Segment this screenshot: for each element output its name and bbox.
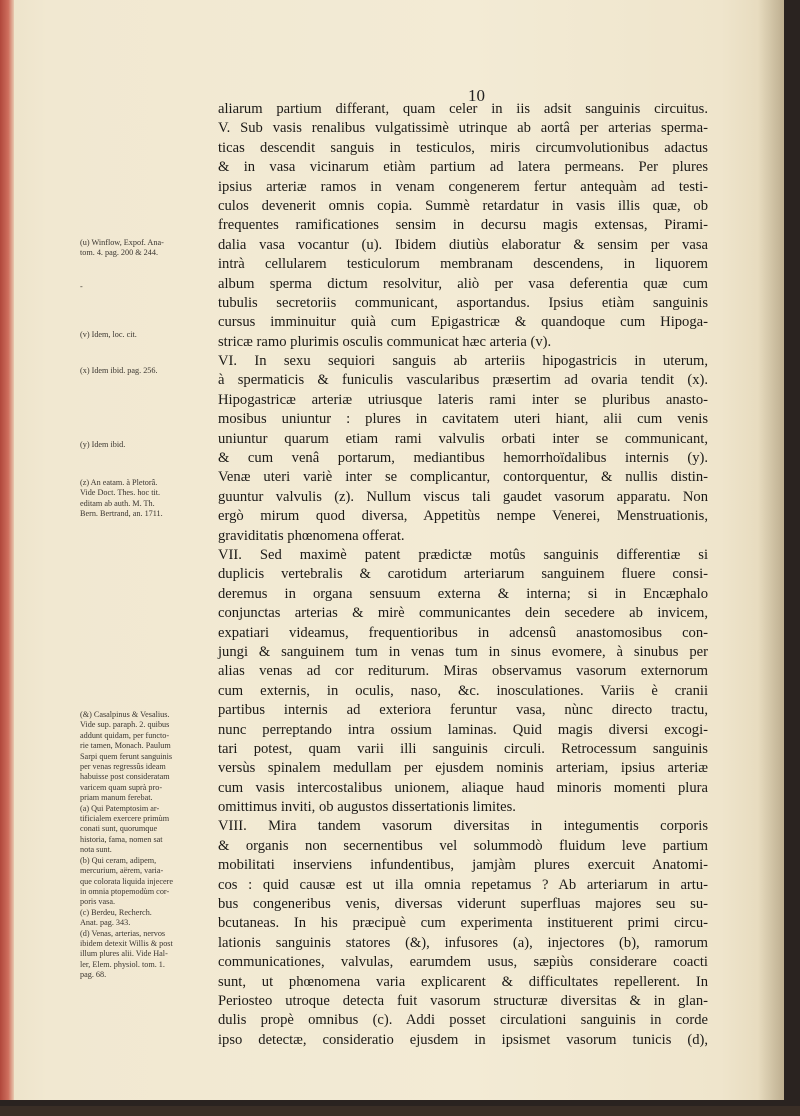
margin-note-line: in omnia ptopemodùm cor-	[80, 886, 170, 896]
margin-note-line: Anat. pag. 343.	[80, 918, 131, 928]
text-line: deremus in organa sensuum externa & interna; si in Encæphalo	[218, 585, 708, 602]
text-line: jungi & sanguinem tum in venas tum in sinus evomere, à sinubus per	[218, 643, 708, 660]
text-line: mosibus uniuntur : plures in cavitatem uteri hiant, alii cum venis	[218, 411, 708, 428]
text-line: bcutaneas. In his præcipuè cum experimenta instituerent primi circu-	[218, 915, 708, 932]
margin-note-line: rie tamen, Monach. Paulum	[80, 741, 171, 751]
text-line: & in vasa vicinarum etiàm partium ad latera permeans. Per plures	[218, 159, 708, 176]
margin-note-line: (x) Idem ibid. pag. 256.	[80, 366, 158, 375]
text-line: cum vasis intercostalibus unionem, aliaque haud minoris momenti plura	[218, 779, 708, 796]
text-line: Venæ uteri variè inter se complicantur, contorquentur, & nullis distin-	[218, 469, 708, 486]
margin-note-line: (u) Winflow, Expof. Ana-	[80, 238, 164, 247]
margin-note-line: (d) Venas, arterias, nervos	[80, 928, 166, 938]
text-line: cos : quid causæ est ut illa omnia repetamus ? Ab arteriarum in artu-	[218, 876, 708, 893]
page-edge-strip	[0, 0, 14, 1100]
text-line: frequentes ramificationes sensim in decursu magis extensas, Pirami-	[218, 217, 708, 234]
margin-note-line: (&) Casalpinus & Vesalius.	[80, 710, 170, 719]
margin-note	[80, 440, 210, 450]
text-line: VII. Sed maximè patent prædictæ motûs sanguinis differentiæ si	[218, 546, 708, 563]
text-line: intrà cellularem testiculorum membranam descendens, in liquorem	[218, 256, 708, 273]
margin-note-line: addunt quidam, per functo-	[80, 730, 170, 740]
text-line: album sperma dictum resolvitur, aliò per vasa deferentia quæ cum	[218, 275, 708, 292]
text-line: Periosteo utroque detecta fuit vasorum structuræ diversitas & in glan-	[218, 992, 708, 1009]
text-line: uniuntur quarum etiam rami valvulis orbati inter se communicant,	[218, 430, 708, 447]
margin-note-line: (b) Qui ceram, adipem,	[80, 855, 157, 865]
margin-note-line: illum plures alii. Vide Hal-	[80, 949, 168, 959]
text-line: mobilitati inserviens infundentibus, jamjàm plures exercuit Anatomi-	[218, 857, 708, 874]
text-line: dulis propè omnibus (c). Addi posset circulationi sanguinis in corde	[218, 1012, 708, 1029]
text-line: ipso detectæ, consideratio ejusdem in ipsismet vasorum tunicis (d),	[218, 1031, 708, 1048]
margin-note	[80, 366, 210, 376]
margin-note-line: ibidem detexit Willis & post	[80, 938, 173, 948]
text-line: versùs spinalem medullam per ejusdem nominis arteriam, ipsius arteriæ	[218, 760, 708, 777]
margin-note	[80, 330, 210, 340]
text-line: VI. In sexu sequiori sanguis ab arteriis hipogastricis in uterum,	[218, 353, 708, 370]
margin-note-line: (c) Berdeu, Recherch.	[80, 907, 152, 917]
text-line: bus congeneribus venis, diversas viderunt superfluas majores seu su-	[218, 896, 708, 913]
text-line: à spermaticis & funiculis vascularibus præsertim ad ovaria tendit (x).	[218, 372, 708, 389]
margin-note-line: (a) Qui Patemptosim ar-	[80, 803, 160, 813]
margin-note-line: pag. 68.	[80, 970, 107, 980]
margin-note-line: habuisse post consideratam	[80, 772, 170, 782]
text-line: Hipogastricæ arteriæ utriusque lateris rami inter se pluribus anasto-	[218, 391, 708, 408]
margin-note-line: que colorata liquida injecere	[80, 876, 173, 886]
margin-note-line: (z) An eatam. à Pletorâ.	[80, 478, 158, 487]
main-text	[218, 100, 708, 1050]
binding-shadow	[758, 0, 784, 1100]
text-line: ticas descendit sanguis in testiculos, miris circumvolutionibus adactus	[218, 139, 708, 156]
text-line: conjunctas arterias & mirè communicantes dein secedere ab invicem,	[218, 605, 708, 622]
text-line: partibus internis ad exteriora feruntur vasa, nùnc directo tractu,	[218, 702, 708, 719]
margin-note-line: Vide Doct. Thes. hoc tit.	[80, 488, 161, 498]
text-line: nunc perreptando intra ossium laminas. Quid magis diversi excogi-	[218, 721, 708, 738]
margin-note-line: Vide sup. paraph. 2. quibus	[80, 720, 170, 730]
text-line: cursus imminuitur quià cum Epigastricæ & quandoque cum Hipoga-	[218, 314, 708, 331]
margin-note-line: varicem quam suprà pro-	[80, 782, 163, 792]
text-line: aliarum partium differant, quam celer in iis adsit sanguinis circuitus.	[218, 101, 708, 117]
margin-note-line: Bern. Bertrand, an. 1711.	[80, 509, 163, 519]
margin-note	[80, 238, 210, 259]
margin-note	[80, 282, 210, 292]
margin-note	[80, 710, 210, 981]
text-line: culos devenerit omnis copia. Summè retardatur in vasis illis quæ, ob	[218, 197, 708, 214]
margin-note-line: tom. 4. pag. 200 & 244.	[80, 248, 159, 258]
text-line: ipsius arteriæ ramos in venam congenerem fertur antequàm ad testi-	[218, 178, 708, 195]
text-line: cum externis, in oculis, naso, &c. inosculationes. Variis è cranii	[218, 682, 708, 699]
text-line: communicationes, valvulas, earumdem usus, sæpiùs considerare coacti	[218, 954, 708, 971]
text-line: graviditatis phœnomena offerat.	[218, 527, 405, 544]
margin-note-line: (y) Idem ibid.	[80, 440, 126, 449]
text-line: V. Sub vasis renalibus vulgatissimè utrinque ab aortâ per arterias sperma-	[218, 120, 708, 137]
margin-note-line: historia, fama, nomen sat	[80, 834, 163, 844]
text-line: & cum venâ portarum, mediantibus hemorrhoïdalibus internis (y).	[218, 450, 708, 467]
text-line: sunt, ut phœnomena varia explicarent & difficultates repellerent. In	[218, 973, 708, 990]
margin-note-line: nota sunt.	[80, 845, 112, 855]
text-line: ergò mirum quod diversa, Appetitùs nempe Venerei, Menstruationis,	[218, 508, 708, 525]
text-line: alias venas ad cor rediturum. Miras observamus vasorum externorum	[218, 663, 708, 680]
margin-note	[80, 478, 210, 520]
margin-note-line: Sarpi quem ferunt sanguinis	[80, 751, 173, 761]
text-line: VIII. Mira tandem vasorum diversitas in integumentis corporis	[218, 818, 708, 835]
margin-note-line: -	[80, 282, 83, 291]
margin-note-line: tificialem exercere primùm	[80, 814, 170, 824]
text-line: tari potest, quam varii illi sanguinis circuli. Retrocessum sanguinis	[218, 740, 708, 757]
margin-note-line: conati sunt, quorumque	[80, 824, 158, 834]
page-number: 10	[468, 86, 485, 105]
book-edge	[0, 1106, 800, 1116]
margin-note-line: editam ab auth. M. Th.	[80, 498, 155, 508]
text-line: duplicis vertebralis & carotidum arteriarum sanguinem fluere consi-	[218, 566, 708, 583]
margin-note-line: (v) Idem, loc. cit.	[80, 330, 137, 339]
text-line: & organis non secernentibus vel solummodò fluidum leve partium	[218, 837, 708, 854]
text-line: expatiari videamus, frequentioribus in adcensû anastomosibus con-	[218, 624, 708, 641]
margin-note-line: mercurium, aërem, varia-	[80, 866, 164, 876]
text-line: dalia vasa vocantur (u). Ibidem diutiùs elaboratur & sensim per vasa	[218, 236, 708, 253]
text-line: omittimus inviti, ob augustos dissertationis limites.	[218, 799, 516, 816]
text-line: guuntur valvulis (z). Nullum viscus tali gaudet vasorum apparatu. Non	[218, 488, 708, 505]
margin-note-line: priam manum ferebat.	[80, 793, 153, 803]
margin-note-line: poris vasa.	[80, 897, 116, 907]
text-line: stricæ ramo plurimis osculis communicat hæc arteria (v).	[218, 333, 552, 350]
margin-note-line: per venas regressûs ideam	[80, 762, 166, 772]
text-line: lationis sanguinis statores (&), infusores (a), injectores (b), ramorum	[218, 934, 708, 951]
text-line: tubulis secretoriis communicant, asportandus. Ipsius etiàm sanguinis	[218, 294, 708, 311]
margin-note-line: ler, Elem. physiol. tom. 1.	[80, 959, 165, 969]
